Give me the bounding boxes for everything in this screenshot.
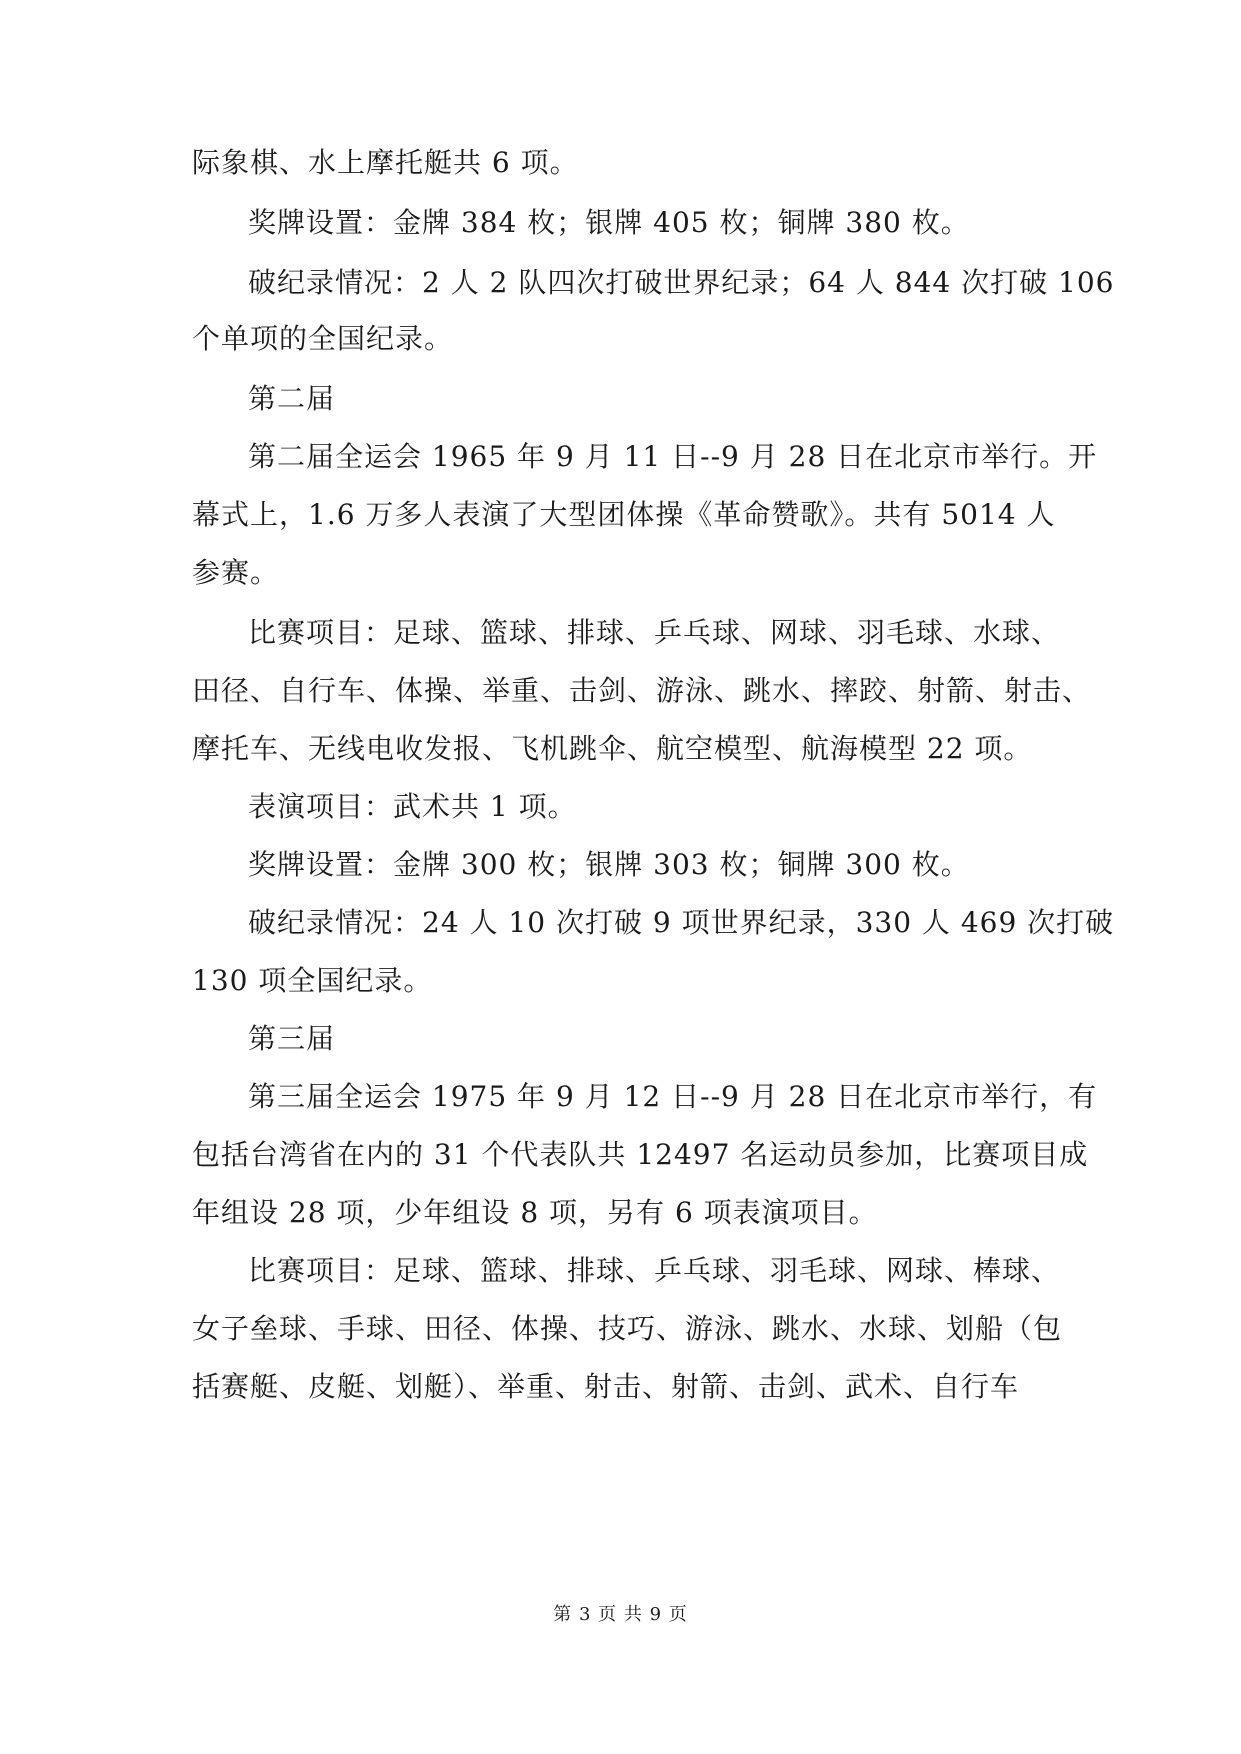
text-line: 破纪录情况：24 人 10 次打破 9 项世界纪录，330 人 469 次打破: [248, 906, 1115, 939]
page-number-footer: 第 3 页 共 9 页: [553, 1604, 688, 1625]
text-line: 比赛项目：足球、篮球、排球、乒乓球、网球、羽毛球、水球、: [248, 616, 1061, 649]
text-line: 际象棋、水上摩托艇共 6 项。: [192, 146, 579, 179]
text-line: 包括台湾省在内的 31 个代表队共 12497 名运动员参加，比赛项目成: [192, 1138, 1089, 1171]
text-line: 年组设 28 项，少年组设 8 项，另有 6 项表演项目。: [192, 1196, 878, 1229]
text-line: 奖牌设置：金牌 384 枚；银牌 405 枚；铜牌 380 枚。: [248, 206, 970, 239]
text-line: 表演项目：武术共 1 项。: [248, 790, 577, 823]
text-line: 个单项的全国纪录。: [192, 322, 454, 355]
section-heading: 第二届: [248, 382, 336, 415]
section-heading: 第三届: [248, 1022, 336, 1055]
text-line: 第二届全运会 1965 年 9 月 11 日--9 月 28 日在北京市举行。开: [248, 440, 1098, 473]
text-line: 130 项全国纪录。: [192, 964, 433, 997]
text-line: 第三届全运会 1975 年 9 月 12 日--9 月 28 日在北京市举行，有: [248, 1080, 1098, 1113]
text-line: 参赛。: [192, 556, 280, 589]
text-line: 女子垒球、手球、田径、体操、技巧、游泳、跳水、水球、划船（包: [192, 1312, 1063, 1345]
text-line: 破纪录情况：2 人 2 队四次打破世界纪录；64 人 844 次打破 106: [248, 266, 1115, 299]
text-line: 田径、自行车、体操、举重、击剑、游泳、跳水、摔跤、射箭、射击、: [192, 674, 1092, 707]
text-line: 括赛艇、皮艇、划艇）、举重、射击、射箭、击剑、武术、自行车: [192, 1370, 1020, 1403]
text-line: 比赛项目：足球、篮球、排球、乒乓球、羽毛球、网球、棒球、: [248, 1254, 1061, 1287]
text-line: 摩托车、无线电收发报、飞机跳伞、航空模型、航海模型 22 项。: [192, 732, 1033, 765]
text-line: 奖牌设置：金牌 300 枚；银牌 303 枚；铜牌 300 枚。: [248, 848, 970, 881]
text-line: 幕式上，1.6 万多人表演了大型团体操《革命赞歌》。共有 5014 人: [192, 498, 1056, 531]
